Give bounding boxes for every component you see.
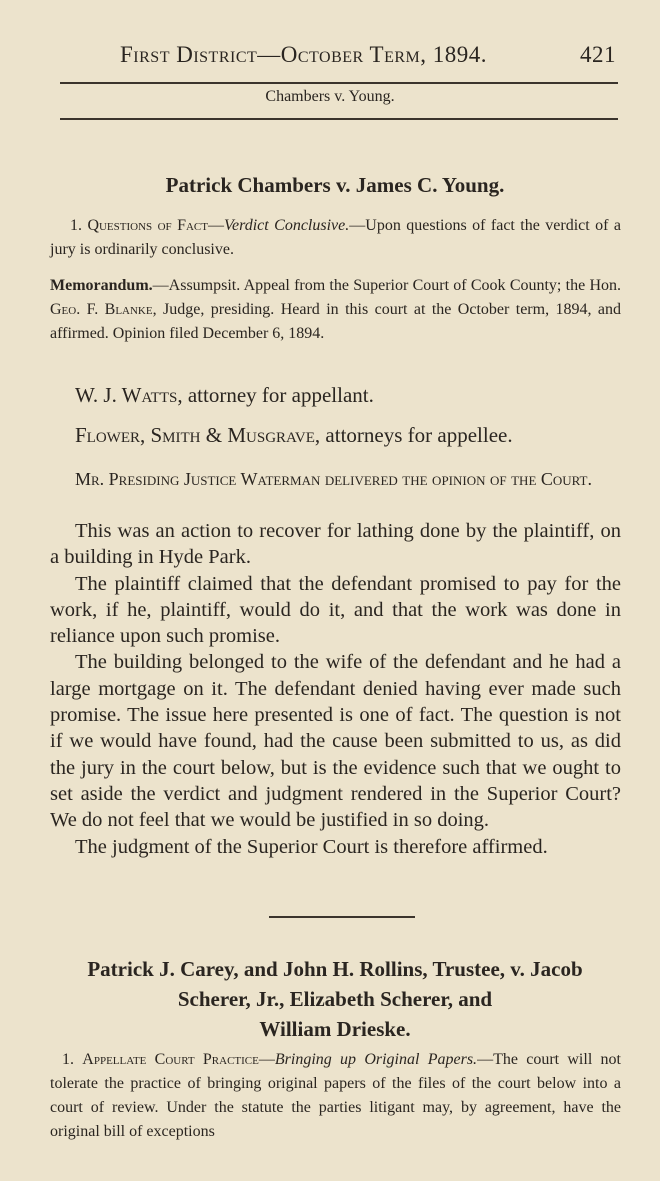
headnote-text: —Upon questions of fact the verdict of a jury is ordinarily conclusive. bbox=[50, 217, 622, 258]
memorandum-text-1: —Assumpsit. Appeal from the Superior Court of Cook County; the Hon. bbox=[152, 277, 621, 294]
running-head bbox=[120, 42, 620, 72]
opinion-body bbox=[50, 518, 621, 860]
case-title: Patrick Chambers v. James C. Young. bbox=[165, 173, 505, 197]
headnote-number: 1. bbox=[62, 1051, 74, 1068]
headnote: 1. Questions of Fact—Verdict Conclusive.—Upon questions of fact the verdict of a jury is ordinarily conclusive. bbox=[50, 217, 622, 258]
case2-title-line: Scherer, Jr., Elizabeth Scherer, and bbox=[177, 987, 493, 1011]
appellant-attorney-name: W. J. Watts bbox=[75, 383, 178, 407]
memorandum bbox=[50, 274, 621, 346]
top-rule bbox=[60, 82, 618, 84]
opinion-paragraph: This was an action to recover for lathing done by the plaintiff, on a building in Hyde Park. bbox=[50, 520, 621, 569]
headnote-subtopic: Bringing up Original Papers. bbox=[274, 1051, 478, 1068]
caption-rule bbox=[60, 118, 618, 120]
judge-name: Geo. F. Blanke bbox=[50, 301, 153, 318]
case2-title bbox=[40, 954, 630, 1044]
opinion-heading: Mr. Presiding Justice Waterman delivered the opinion of the Court. bbox=[75, 469, 592, 489]
case2-title-line: Patrick J. Carey, and John H. Rollins, Trustee, v. Jacob bbox=[87, 957, 583, 981]
case2-headnote: 1. Appellate Court Practice—Bringing up Original Papers.—The court will not tolerate the practice of bringing original papers of the files of the court below into a court of review. Under the statute the parties litigant may, by agreement, have the original bill of exceptions bbox=[50, 1051, 621, 1140]
attorney-appellee bbox=[75, 421, 625, 449]
opinion-paragraph: The plaintiff claimed that the defendant promised to pay for the work, if he, plaintiff, would do it, and that the work was done in reliance upon such promise. bbox=[50, 572, 621, 648]
memorandum-text-2: , Judge, presiding. Heard in this court at the October term, 1894, and affirmed. Opinion filed December 6, 1894. bbox=[50, 301, 621, 342]
headnote-number: 1. bbox=[70, 217, 82, 234]
page-number: 421 bbox=[580, 42, 616, 67]
case-caption: Chambers v. Young. bbox=[265, 88, 395, 105]
appellee-attorney-role: , attorneys for appellee. bbox=[314, 423, 513, 447]
opinion-paragraph: The judgment of the Superior Court is therefore affirmed. bbox=[75, 835, 548, 858]
running-title: First District—October Term, 1894. bbox=[120, 42, 488, 67]
attorney-appellant bbox=[75, 381, 625, 409]
headnote-topic: Questions of Fact bbox=[87, 217, 208, 234]
opinion-paragraph: The building belonged to the wife of the defendant and he had a large mortgage on it. The defendant denied having ever made such promise. The issue here presented is one of fact. The question is not if we would have found, had the cause been submitted to us, as did the jury in the court below, but is the evidence such that we ought to set aside the verdict and judgment rendered in the Superior Court? We do not feel that we would be justified in so doing. bbox=[50, 651, 621, 832]
case2-title-line: William Drieske. bbox=[259, 1017, 411, 1041]
appellee-attorney-name: Flower, Smith & Musgrave bbox=[75, 423, 315, 447]
appellant-attorney-role: , attorney for appellant. bbox=[177, 383, 374, 407]
headnote-subtopic: Verdict Conclusive. bbox=[224, 217, 350, 234]
case-divider bbox=[269, 916, 415, 918]
headnote-text: —The court will not tolerate the practice of bringing original papers of the files of the court below into a court of review. Under the statute the parties litigant may, by agreement, have the original bill of exceptions bbox=[50, 1051, 621, 1140]
headnote-topic: Appellate Court Practice bbox=[82, 1051, 259, 1068]
memorandum-label: Memorandum. bbox=[50, 277, 153, 294]
